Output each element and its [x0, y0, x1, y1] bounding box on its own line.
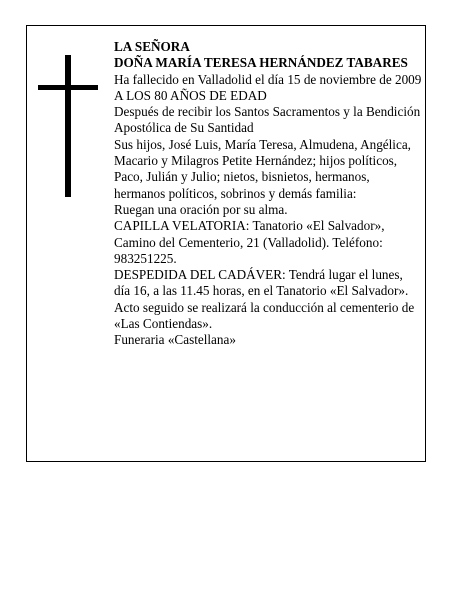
age-line: A LOS 80 AÑOS DE EDAD	[114, 87, 267, 103]
sacraments-line: Después de recibir los Santos Sacramentos y la Bendición Apostólica de Su Santidad	[114, 104, 421, 136]
obituary-text	[114, 39, 422, 349]
chapel-info: CAPILLA VELATORIA: Tanatorio «El Salvador», Camino del Cementerio, 21 (Valladolid). Teléfono: 983251225.	[114, 218, 385, 266]
cross-icon	[38, 55, 98, 197]
cross-horizontal-bar	[38, 85, 98, 90]
family-paragraph: Sus hijos, José Luis, María Teresa, Almudena, Angélica, Macario y Milagros Petite Hernández; hijos políticos, Paco, Julián y Julio; nietos, bisnietos, hermanos, hermanos políticos, sobrinos y demás familia:	[114, 136, 411, 201]
death-info: Ha fallecido en Valladolid el día 15 de noviembre de 2009	[114, 71, 422, 87]
title-line-1: LA SEÑORA	[114, 39, 190, 54]
prayer-line: Ruegan una oración por su alma.	[114, 201, 288, 217]
cross-vertical-bar	[65, 55, 71, 197]
farewell-info: DESPEDIDA DEL CADÁVER: Tendrá lugar el lunes, día 16, a las 11.45 horas, en el Tanatorio «El Salvador». Acto seguido se realizará la conducción al cementerio de «Las Contiendas».	[114, 267, 415, 332]
funeral-home: Funeraria «Castellana»	[114, 332, 236, 348]
deceased-name: DOÑA MARÍA TERESA HERNÁNDEZ TABARES	[114, 55, 408, 71]
